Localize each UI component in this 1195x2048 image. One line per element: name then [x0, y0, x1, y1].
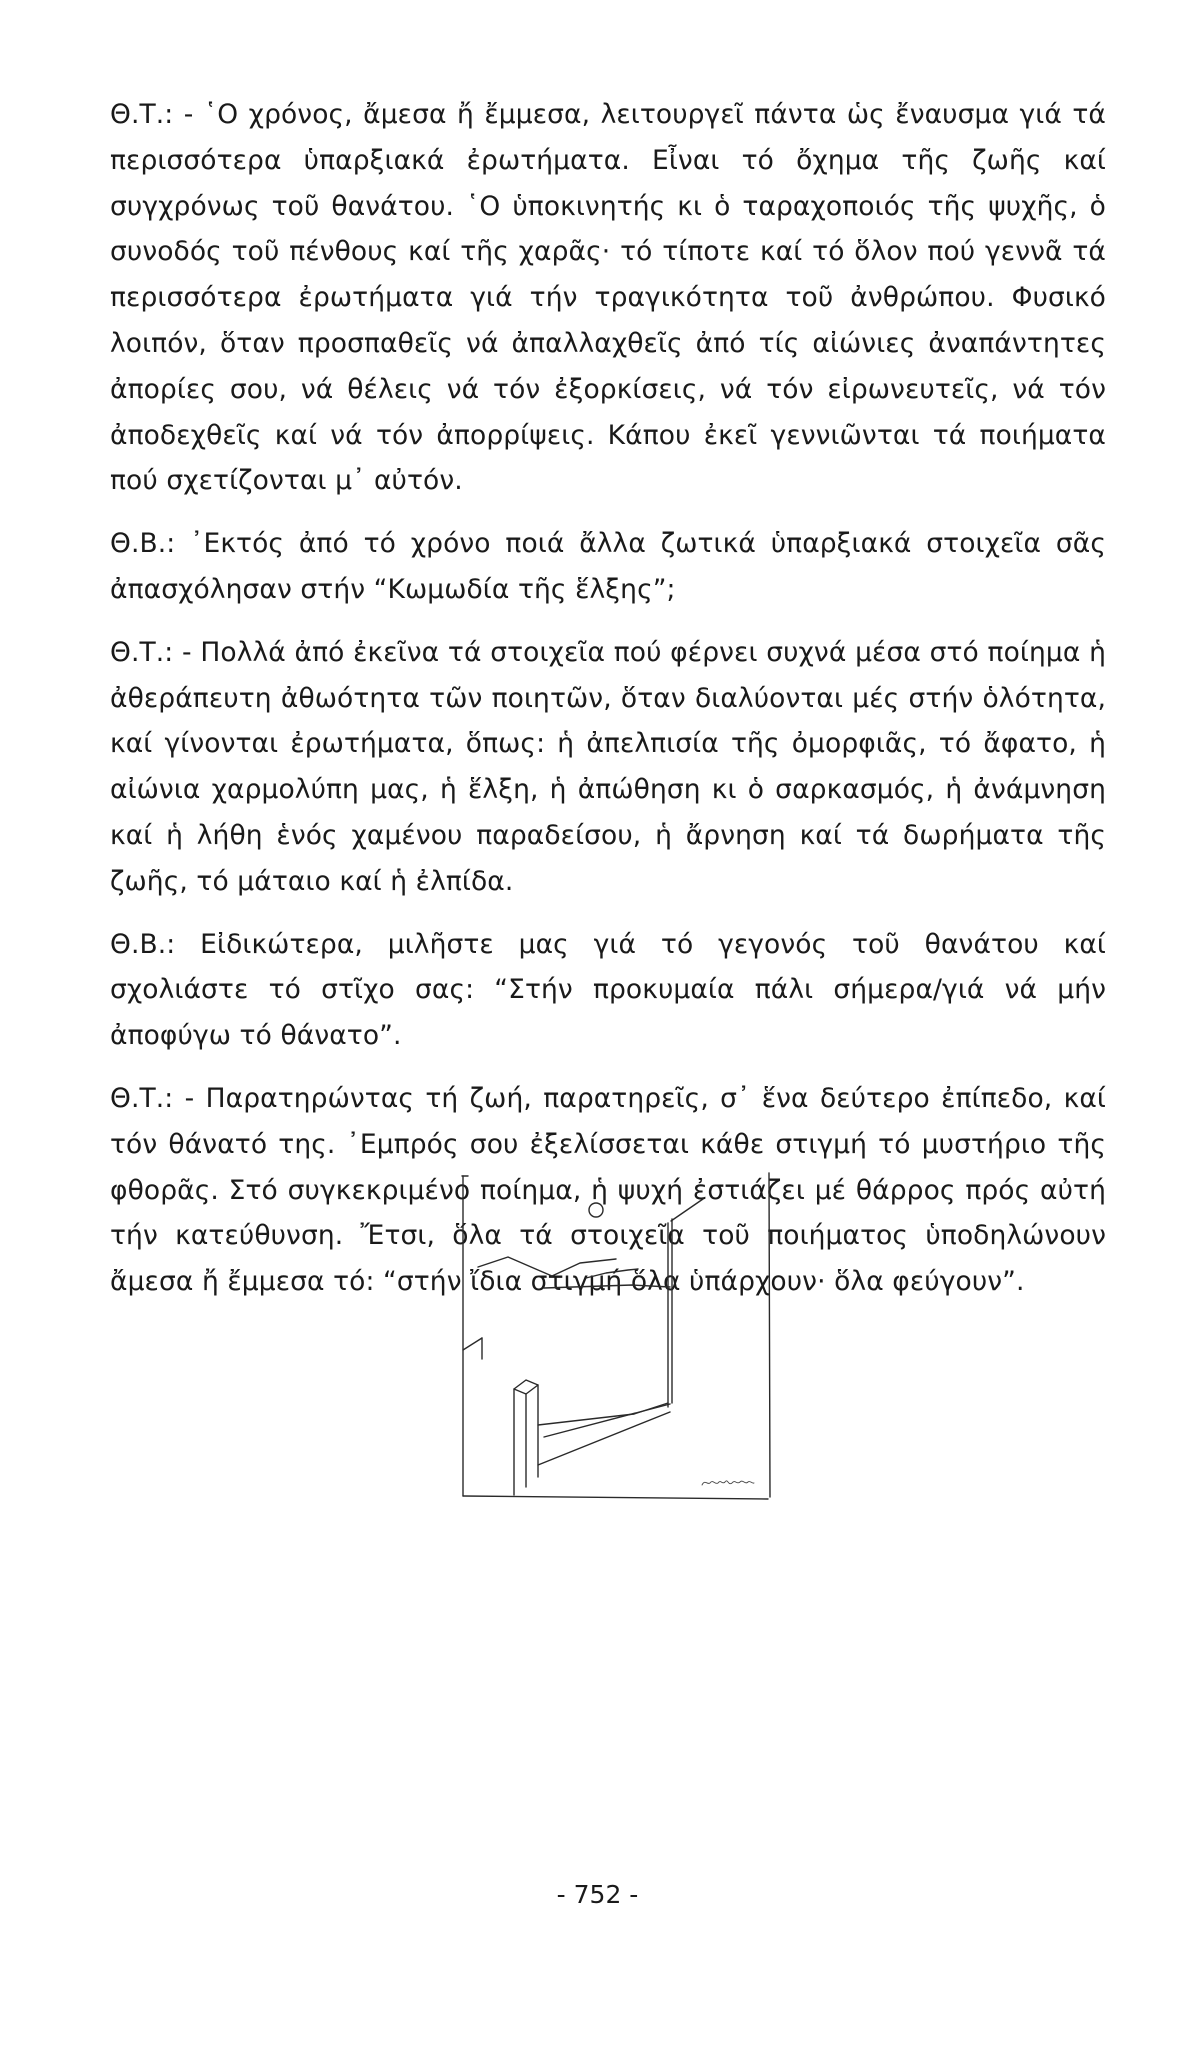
paragraph-answer-1 — [110, 92, 1106, 504]
speaker-label: Θ.Β.: — [110, 528, 176, 560]
paragraph-text: - Παρατηρώντας τή ζωή, παρατηρεῖς, σ᾽ ἕνα δεύτερο ἐπίπεδο, καί τόν θάνατό της. ᾽Εμπρός σου ἐξελίσσεται κάθε στιγμή τό μυστήριο τῆς φθορᾶς. Στό συγκεκριμένο ποίημα, ἡ ψυχή ἐστιάζει μέ θάρρος πρός αὐτή τήν κατεύθυνση. Ἔτσι, ὅλα τά στοιχεῖα τοῦ ποιήματος ὑποδηλώνουν ἄμεσα ἤ ἔμμεσα τό: “στήν ἴδια στιγμή ὅλα ὑπάρχουν· ὅλα φεύγουν”. — [110, 1082, 1106, 1298]
speaker-label: Θ.Τ.: — [110, 99, 174, 130]
paragraph-question-2 — [110, 922, 1106, 1059]
pillar-top — [514, 1380, 538, 1394]
right-wall-top-edge — [671, 1199, 703, 1221]
artist-signature — [702, 1481, 754, 1485]
line-drawing-illustration — [456, 1167, 776, 1507]
paragraph-question-1 — [110, 521, 1106, 613]
sun-circle — [589, 1203, 603, 1217]
page-number: - 752 - — [556, 1880, 639, 1909]
shoreline-line — [544, 1285, 670, 1288]
left-building-top — [463, 1338, 482, 1350]
speaker-label: Θ.Τ.: — [110, 636, 174, 668]
mountain-right — [586, 1269, 638, 1278]
pier-face — [538, 1412, 670, 1465]
paragraph-text: Εἰδικώτερα, μιλῆστε μας γιά τό γεγονός τοῦ θανάτου καί σχολιάστε τό στῖχο σας: “Στήν προκυμαία πάλι σήμερα/γιά νά μήν ἀποφύγω τό θάνατο”. — [110, 928, 1106, 1052]
pier-top-near — [538, 1414, 634, 1425]
speaker-label: Θ.Β.: — [110, 928, 176, 960]
mountain-left — [478, 1257, 616, 1276]
paragraph-answer-2 — [110, 630, 1106, 905]
frame-bottom-line — [463, 1496, 768, 1499]
interview-text — [110, 92, 1106, 1322]
pier-back-edge — [634, 1403, 668, 1414]
frame-right-line — [769, 1173, 770, 1497]
paragraph-text: ᾽Εκτός ἀπό τό χρόνο ποιά ἄλλα ζωτικά ὑπαρξιακά στοιχεῖα σᾶς ἀπασχόλησαν στήν “Κωμωδία τῆς ἕλξης”; — [110, 528, 1106, 605]
paragraph-text: - Πολλά ἀπό ἐκεῖνα τά στοιχεῖα πού φέρνει συχνά μέσα στό ποίημα ἡ ἀθεράπευτη ἀθωότητα τῶν ποιητῶν, ὅταν διαλύονται μές στήν ὁλότητα, καί γίνονται ἐρωτήματα, ὅπως: ἡ ἀπελπισία τῆς ὀμορφιᾶς, τό ἄφατο, ἡ αἰώνια χαρμολύπη μας, ἡ ἕλξη, ἡ ἀπώθηση κι ὁ σαρκασμός, ἡ ἀνάμνηση καί ἡ λήθη ἑνός χαμένου παραδείσου, ἡ ἄρνηση καί τά δωρήματα τῆς ζωῆς, τό μάταιο καί ἡ ἐλπίδα. — [110, 636, 1106, 897]
speaker-label: Θ.Τ.: — [110, 1082, 174, 1114]
paragraph-text: - ῾Ο χρόνος, ἄμεσα ἤ ἔμμεσα, λειτουργεῖ πάντα ὡς ἔναυσμα γιά τά περισσότερα ὑπαρξιακά ἐρωτήματα. Εἶναι τό ὄχημα τῆς ζωῆς καί συγχρόνως τοῦ θανάτου. ῾Ο ὑποκινητής κι ὁ ταραχοποιός τῆς ψυχῆς, ὁ συνοδός τοῦ πένθους καί τῆς χαρᾶς· τό τίποτε καί τό ὅλον πού γεννᾶ τά περισσότερα ἐρωτήματα γιά τήν τραγικότητα τοῦ ἀνθρώπου. Φυσικό λοιπόν, ὅταν προσπαθεῖς νά ἀπαλλαχθεῖς ἀπό τίς αἰώνιες ἀναπάντητες ἀπορίες σου, νά θέλεις νά τόν ἐξορκίσεις, νά τόν εἰρωνευτεῖς, νά τόν ἀποδεχθεῖς καί νά τόν ἀπορρίψεις. Κάπου ἐκεῖ γεννιῶνται τά ποιήματα πού σχετίζονται μ᾽ αὐτόν. — [110, 99, 1106, 497]
illustration-svg — [456, 1167, 776, 1507]
